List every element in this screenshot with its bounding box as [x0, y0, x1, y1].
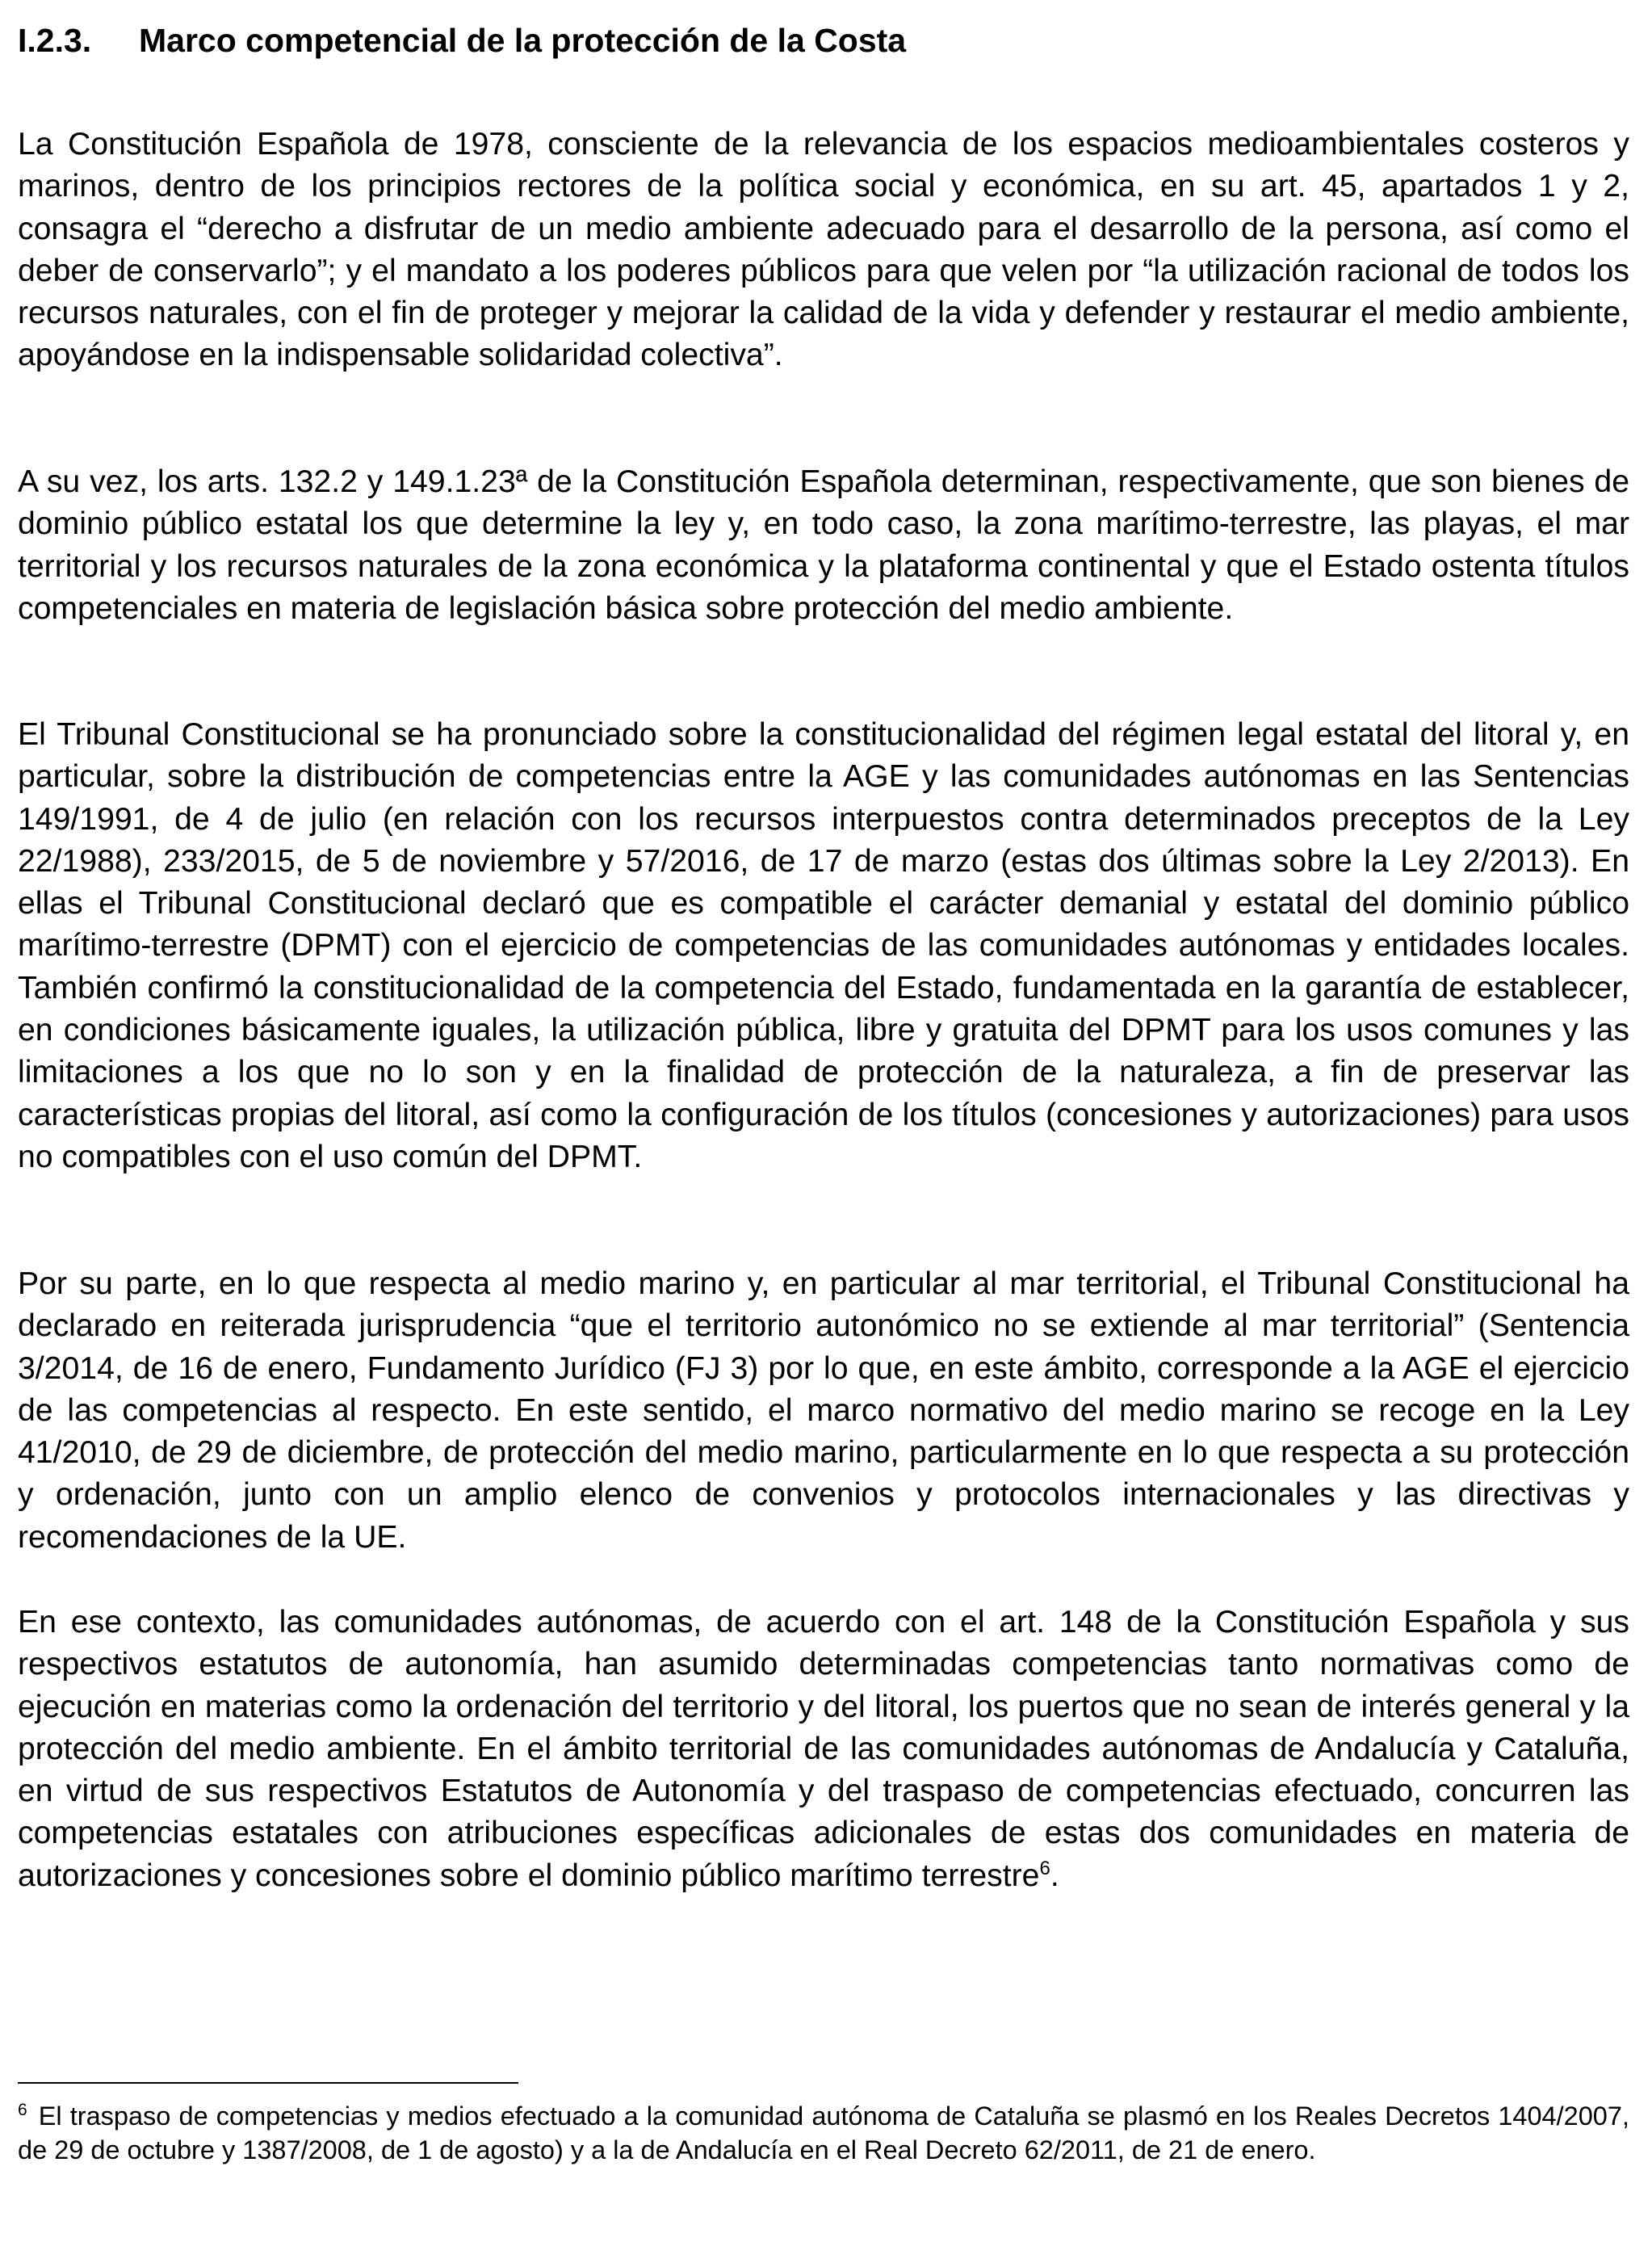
footnote [18, 2099, 1629, 2167]
paragraph-end-period: . [1050, 1858, 1059, 1893]
paragraph-comunidades-autonomas-text: En ese contexto, las comunidades autónomas, de acuerdo con el art. 148 de la Constitución Española y sus respectivos estatutos de autonomía, han asumido determinadas competencias tanto normativas como de ejecución en materias como la ordenación del territorio y del litoral, los puertos que no sean de interés general y la protección del medio ambiente. En el ámbito territorial de las comunidades autónomas de Andalucía y Cataluña, en virtud de sus respectivos Estatutos de Autonomía y del traspaso de competencias efectuado, concurren las competencias estatales con atribuciones específicas adicionales de estas dos comunidades en materia de autorizaciones y concesiones sobre el dominio público marítimo terrestre [18, 1605, 1629, 1893]
footnote-marker: 6 [18, 2101, 27, 2120]
paragraph-tribunal-constitucional: El Tribunal Constitucional se ha pronunciado sobre la constitucionalidad del régimen legal estatal del litoral y, en particular, sobre la distribución de competencias entre la AGE y las comunidades autónomas en las Sentencias 149/1991, de 4 de julio (en relación con los recursos interpuestos contra determinados preceptos de la Ley 22/1988), 233/2015, de 5 de noviembre y 57/2016, de 17 de marzo (estas dos últimas sobre la Ley 2/2013). En ellas el Tribunal Constitucional declaró que es compatible el carácter demanial y estatal del dominio público marítimo-terrestre (DPMT) con el ejercicio de competencias de las comunidades autónomas y entidades locales. También confirmó la constitucionalidad de la competencia del Estado, fundamentada en la garantía de establecer, en condiciones básicamente iguales, la utilización pública, libre y gratuita del DPMT para los usos comunes y las limitaciones a los que no lo son y en la finalidad de protección de la naturaleza, a fin de preservar las características propias del litoral, así como la configuración de los títulos (concesiones y autorizaciones) para usos no compatibles con el uso común del DPMT. [18, 717, 1629, 1174]
paragraph-bienes-dominio-publico: A su vez, los arts. 132.2 y 149.1.23ª de la Constitución Española determinan, respectivamente, que son bienes de dominio público estatal los que determine la ley y, en todo caso, la zona marítimo-terrestre, las playas, el mar territorial y los recursos naturales de la zona económica y la plataforma continental y que el Estado ostenta títulos competenciales en materia de legislación básica sobre protección del medio ambiente. [18, 464, 1629, 626]
footnote-reference[interactable]: 6 [1039, 1857, 1050, 1879]
section-title: Marco competencial de la protección de la Costa [139, 22, 907, 59]
footnote-text: El traspaso de competencias y medios efectuado a la comunidad autónoma de Cataluña se plasmó en los Reales Decretos 1404/2007, de 29 de octubre y 1387/2008, de 1 de agosto) y a la de Andalucía en el Real Decreto 62/2011, de 21 de enero. [18, 2101, 1629, 2164]
section-heading [18, 19, 906, 61]
paragraph-comunidades-autonomas [18, 1602, 1629, 1897]
document-page [18, 0, 1629, 2242]
section-number: I.2.3. [18, 22, 92, 59]
footnote-separator [18, 2082, 518, 2084]
paragraph-constitucion: La Constitución Española de 1978, consciente de la relevancia de los espacios medioambientales costeros y marinos, dentro de los principios rectores de la política social y económica, en su art. 45, apartados 1 y 2, consagra el “derecho a disfrutar de un medio ambiente adecuado para el desarrollo de la persona, así como el deber de conservarlo”; y el mandato a los poderes públicos para que velen por “la utilización racional de todos los recursos naturales, con el fin de proteger y mejorar la calidad de la vida y defender y restaurar el medio ambiente, apoyándose en la indispensable solidaridad colectiva”. [18, 127, 1629, 373]
paragraph-medio-marino: Por su parte, en lo que respecta al medio marino y, en particular al mar territorial, el Tribunal Constitucional ha declarado en reiterada jurisprudencia “que el territorio autonómico no se extiende al mar territorial” (Sentencia 3/2014, de 16 de enero, Fundamento Jurídico (FJ 3) por lo que, en este ámbito, corresponde a la AGE el ejercicio de las competencias al respecto. En este sentido, el marco normativo del medio marino se recoge en la Ley 41/2010, de 29 de diciembre, de protección del medio marino, particularmente en lo que respecta a su protección y ordenación, junto con un amplio elenco de convenios y protocolos internacionales y las directivas y recomendaciones de la UE. [18, 1266, 1629, 1555]
